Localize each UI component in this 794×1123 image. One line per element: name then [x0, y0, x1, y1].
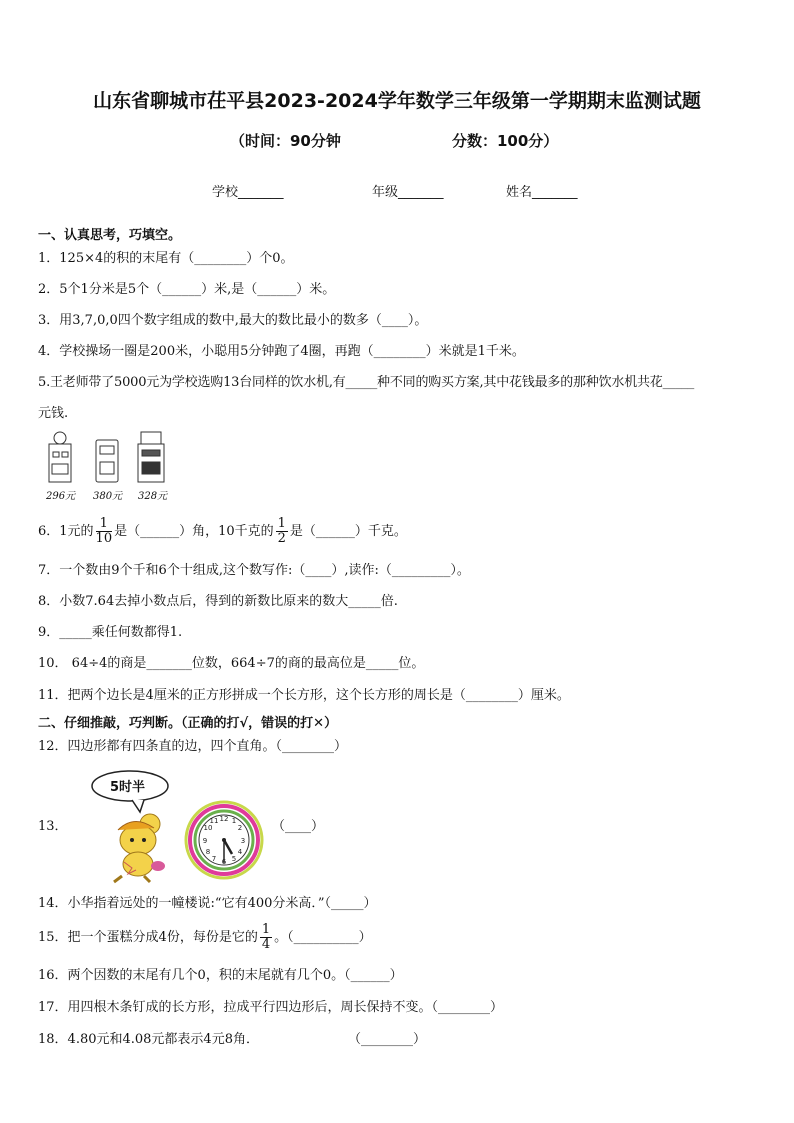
svg-text:3: 3: [240, 837, 246, 845]
svg-text:4: 4: [237, 848, 243, 856]
name-field: 姓名_______: [506, 185, 578, 200]
svg-text:11: 11: [209, 817, 219, 825]
section-1-heading: 一、认真思考，巧填空。: [38, 228, 182, 243]
speech-bubble-text: 5时半: [110, 780, 146, 795]
question-15-suffix: 。（__________）: [274, 930, 372, 945]
water-dispenser-icon: [96, 440, 118, 482]
question-6-prefix: 6．1元的: [38, 524, 94, 539]
question-18-blank: （________）: [348, 1032, 427, 1047]
clock-icon: [186, 802, 262, 878]
fraction-denominator: 4: [261, 937, 271, 952]
question-6: [38, 514, 407, 550]
svg-text:1: 1: [231, 817, 237, 825]
svg-text:8: 8: [205, 848, 211, 856]
question-6-suffix: 是（______）千克。: [289, 524, 407, 539]
question-14: 14．小华指着远处的一幢楼说:“它有400分米高．”（_____）: [38, 896, 377, 911]
question-1: 1．125×4的积的末尾有（________）个0。: [38, 251, 294, 266]
question-5-end: 元钱.: [38, 406, 69, 421]
svg-text:7: 7: [211, 855, 217, 863]
svg-text:2: 2: [237, 824, 243, 832]
question-16: 16．两个因数的末尾有几个0，积的末尾就有几个0。（______）: [38, 968, 403, 983]
fraction-numerator: 1: [277, 516, 286, 531]
svg-text:12: 12: [219, 815, 229, 823]
water-dispenser-icon: [49, 432, 71, 482]
fraction-one-tenth: [96, 517, 113, 546]
fraction-numerator: 1: [96, 517, 113, 532]
page-title: 山东省聊城市茌平县2023-2024学年数学三年级第一学期期末监测试题: [93, 90, 701, 112]
question-15-prefix: 15．把一个蛋糕分成4份，每份是它的: [38, 930, 258, 945]
question-11: 11．把两个边长是4厘米的正方形拼成一个长方形，这个长方形的周长是（________）厘米。: [38, 688, 570, 703]
question-18: 18．4.80元和4.08元都表示4元8角．: [38, 1032, 259, 1047]
svg-text:9: 9: [202, 837, 208, 845]
clock-picture: [88, 770, 268, 884]
question-3: 3．用3,7,0,0四个数字组成的数中,最大的数比最小的数多（____）。: [38, 313, 428, 328]
grade-field: 年级_______: [372, 185, 444, 200]
fraction-denominator: 10: [95, 531, 113, 546]
question-4: 4．学校操场一圈是200米，小聪用5分钟跑了4圈，再跑（________）米就是1千米。: [38, 344, 525, 359]
dispenser-3-price: 328元: [138, 491, 168, 502]
water-dispensers-image: [38, 428, 188, 502]
question-10: 10． 64÷4的商是_______位数，664÷7的商的最高位是_____位。: [38, 656, 425, 671]
question-15: [38, 920, 372, 956]
question-7: 7．一个数由9个千和6个十组成,这个数写作:（____）,读作:（_________）。: [38, 563, 470, 578]
svg-text:6: 6: [221, 858, 227, 866]
section-2-heading: 二、仔细推敲，巧判断。（正确的打√，错误的打✕）: [38, 716, 338, 731]
svg-text:10: 10: [203, 824, 213, 832]
school-field: 学校_______: [212, 185, 284, 200]
svg-text:5: 5: [231, 855, 237, 863]
exam-time: （时间：90分钟: [230, 132, 341, 150]
dispenser-1-price: 296元: [46, 491, 76, 502]
water-dispenser-icon: [138, 432, 164, 482]
fraction-one-half: [276, 517, 288, 546]
question-12: 12．四边形都有四条直的边，四个直角。（________）: [38, 739, 348, 754]
dispenser-2-price: 380元: [93, 491, 123, 502]
question-9: 9．_____乘任何数都得1.: [38, 625, 183, 640]
question-2: 2．5个1分米是5个（______）米,是（______）米。: [38, 282, 336, 297]
question-13-blank: （____）: [272, 819, 325, 834]
question-8: 8．小数7.64去掉小数点后，得到的新数比原来的数大_____倍.: [38, 594, 398, 609]
exam-score: 分数：100分）: [452, 132, 559, 150]
mouse-character-icon: [114, 814, 165, 882]
question-5: 5.王老师带了5000元为学校选购13台同样的饮水机,有_____种不同的购买方案,其中花钱最多的那种饮水机共花_____: [38, 375, 695, 390]
fraction-numerator: 1: [261, 922, 271, 937]
fraction-denominator: 2: [277, 531, 286, 546]
fraction-one-quarter: [260, 923, 272, 952]
question-13: 13．: [38, 819, 68, 834]
question-6-middle: 是（______）角，10千克的: [114, 524, 274, 539]
question-17: 17．用四根木条钉成的长方形，拉成平行四边形后，周长保持不变。（________）: [38, 1000, 504, 1015]
